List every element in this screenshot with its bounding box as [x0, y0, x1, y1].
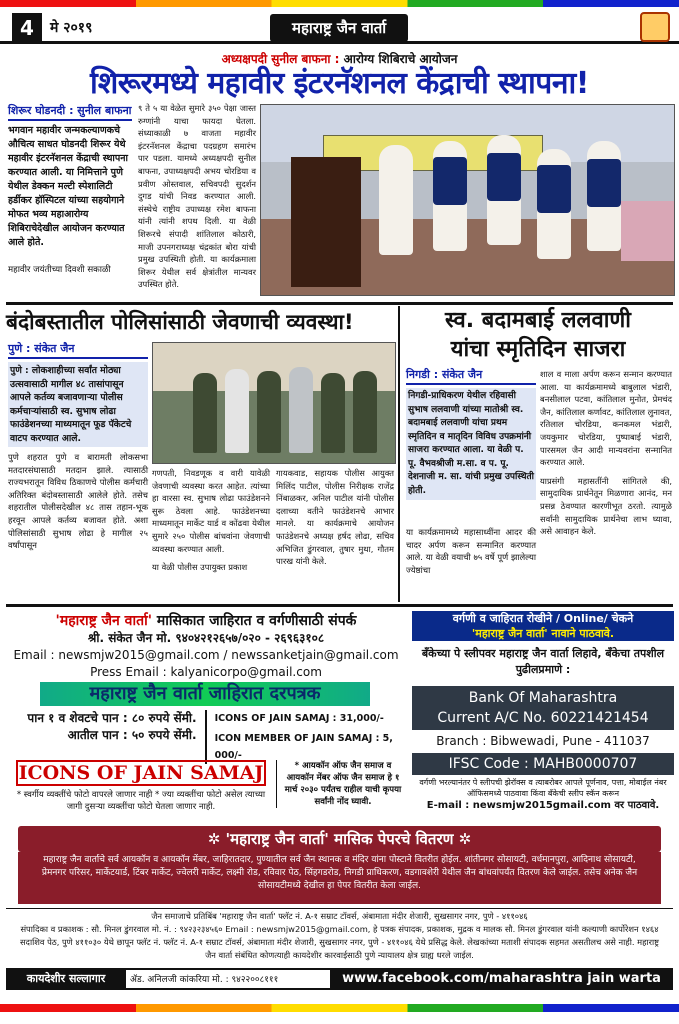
story1-col1 [8, 104, 132, 277]
story2-col2 [152, 467, 270, 574]
story1-headline: शिरूरमध्ये महावीर इंटरनॅशनल केंद्राची स्थापना! [90, 66, 589, 101]
story2-lead: पुणे : लोकशाहीच्या सर्वांत मोठ्या उत्सवासाठी मागील ४८ तासांपासून आपले कर्तव्य बजावणाऱ्या पोलीस कर्मचाऱ्यांसाठी स्व. सुभाष लोढा फाउंडेशनच्या माध्यमातून फूड पॅकेटचे वाटप करण्यात आले. [8, 362, 148, 447]
distribution-title: ✲ 'महाराष्ट्र जैन वार्ता' मासिक पेपरचे वितरण ✲ [18, 826, 661, 852]
advert-title: 'महाराष्ट्र जैन वार्ता' मासिकात जाहिरात व वर्गणीसाठी संपर्क [55, 613, 357, 629]
top-color-stripe [0, 0, 679, 7]
story2-caption: या वेळी पोलीस उपायुक्त प्रकाश [152, 562, 248, 573]
story2-body1: पुणे शहरात पुणे व बारामती लोकसभा मतदारसंघासाठी मतदान झाले. त्यासाठी राज्यभरातून विविध ठिकाणचे पोलीस कर्मचारी अतिरिक्त बंदोबस्तासाठी आलेले होते. तसेच शहरातील पोलीसदेखील ४८ तास तहान-भूक हरवून आपले कर्तव्य बजावत होते. अशा पोलिसांसाठी सुभाष लोढा हे मागील २५ वर्षांपासून [8, 452, 148, 551]
legal-advisor-label: कायदेशीर सल्लागार [6, 969, 126, 989]
advert-press-email: Press Email : kalyanicorpo@gmail.com [90, 665, 322, 679]
photo-person [193, 373, 217, 453]
story2-body2: गणपती, निवडणूक व वारी यावेळी जेवणाची व्यवस्था करत आहेत. त्यांच्या हा वारसा स्व. सुभाष लोढा फाउंडेशनने सुरू ठेवला आहे. फाउंडेशनच्या माध्यमातून मार्केट यार्ड व कोंढवा येथील सुमारे २५० पोलीस बांधवांना जेवणाची व्यवस्था करण्यात आली. [152, 468, 270, 554]
imprint-address: जैन समाजाचे प्रतिबिंब 'महाराष्ट्र जैन वार्ता' फ्लॅट नं. A-१ सम्राट टॉवर्स, अंबामाता मंदीर शेजारी, सुखसागर नगर, पुणे - ४११०४६ [151, 911, 528, 921]
divider [6, 302, 673, 305]
photo-person [353, 371, 377, 453]
rate-list [6, 710, 406, 764]
photo-vest [587, 159, 621, 207]
column-divider [398, 306, 400, 602]
photo-vest [537, 165, 571, 213]
advert-email: Email : newsmjw2015@gmail.com / newssanketjain@gmail.com [13, 648, 399, 662]
icons-validity-note: * आयकॉन ऑफ जैन समाज व आयकॉन मेंबर ऑफ जैन समाज हे १ मार्च २०३० पर्यंतच राहील याची कृपया सर्वांनी नोंद घ्यावी. [276, 760, 406, 808]
story1-col2: ९ ते ५ या वेळेत सुमारे ३५० पेक्षा जास्त रुग्णांनी याचा फायदा घेतला. संध्याकाळी ७ वाजता महावीर इंटरनॅशनल केंद्राचा पदग्रहण समारंभ पार पडला. यामध्ये अध्यक्षपदी सुनील बाफना, उपाध्यक्षपदी अभय चोरडिया व प्रवीण ओस्तवाल, सचिवपदी सुदर्शन दुगड यांची निवड करण्यात आली. संस्थेचे राष्ट्रीय उपाध्यक्ष रमेश बाफना यांनी त्यांनी शपथ दिली. या वेळी शिरूरचे संपादी शांतिलाल कोठारी, माजी उपनगराध्यक्ष चंद्रकांत बोरा यांची प्रमुख उपस्थिती होती. या कार्यक्रमाला शिरूर येथील सर्व क्षेत्रांतील मान्यवर उपस्थित होते. [138, 103, 256, 290]
masthead-title: महाराष्ट्र जैन वार्ता [270, 14, 408, 42]
advert-contact: श्री. संकेत जैन मो. ९४०४२१२६५७/०२० - २६९६३१०८ [87, 631, 325, 645]
photo-podium [291, 157, 361, 287]
divider [6, 604, 673, 607]
subscription-note: बँकेच्या पे स्लीपवर महाराष्ट्र जैन वार्ता लिहावे, बँकेचा तपशील पुढीलप्रमाणे : [421, 647, 665, 676]
story3-lead: निगडी-प्राधिकरण येथील रहिवासी सुभाष ललवाणी यांच्या मातोश्री स्व. बदामबाई ललवाणी यांचा प्रथम स्मृतिदिन व मातृदिन विविध उपक्रमांनी साजरा करण्यात आला. या वेळी प. पू. वैभवश्रीजी म.सा. व प. पू. देशनाजी म. सा. यांची प्रमुख उपस्थिती होती. [406, 388, 536, 500]
imprint [14, 910, 665, 962]
subscription-after: वर्गणी भरल्यानंतर पे स्लीपची झेरॉक्स व त्याबरोबर आपले पूर्णनाव, पत्ता, मोबाईल नंबर ऑफिसमध्ये पाठवावा किंवा बँकेची स्लीप स्कॅन करून E-mail : newsmjw2015gmail.com वर पाठवावे. [419, 778, 667, 811]
story3-body3: याप्रसंगी महासतींनी सांगितले की, सामुदायिक प्रार्थनेतून मिळणारा आनंद, मन प्रसन्न ठेवण्यात कारणीभूत ठरतो. त्यामुळे सर्वांनी सामुदायिक प्रार्थनेचा लाभ घ्यावा, असे आवाहन केले. [540, 475, 672, 537]
story1-byline: शिरूर घोडनदी : सुनील बाफना [8, 104, 132, 121]
story2-headline: बंदोबस्तातील पोलिसांसाठी जेवणाची व्यवस्था! [6, 310, 354, 334]
subscription-banner: वर्गणी व जाहिरात रोखीने / Online/ चेकने 'महाराष्ट्र जैन वार्ता' नावाने पाठवावे. [412, 611, 674, 641]
story2-col3: गायकवाड, सहायक पोलीस आयुक्त मिलिंद पाटील, पोलीस निरीक्षक राजेंद्र निंबाळकर, अनिल पाटील यांनी पोलीस दलाच्या वतीने फाउंडेशनचे आभार मानले. या कार्यक्रमाचे आयोजन फाउंडेशनचे अध्यक्ष हर्षद लोढा, सचिव अभिजित डुंगरवाल, तुषार मुथा, गौतम पारख यांनी केले. [276, 468, 394, 567]
rate-pages: पान १ व शेवटचे पान : ८० रुपये सेंमी. आतील पान : ५० रुपये सेंमी. [6, 710, 207, 764]
photo-person [379, 145, 413, 255]
story1-kicker: अध्यक्षपदी सुनील बाफना : आरोग्य शिबिराचे आयोजन [221, 52, 458, 66]
story3-headline-line1: स्व. बदामबाई ललवाणी [445, 308, 631, 333]
icons-of-jain-samaj-banner: ICONS OF JAIN SAMAJ [16, 760, 266, 786]
photo-vest [487, 153, 521, 201]
story3-body2: शाल व माला अर्पण करून सन्मान करण्यात आला. या कार्यक्रमामध्ये बाबुलाल भंडारी, बनसीलाल पटवा, कांतिलाल मुनोत, प्रेमचंद जैन, कांतिलाल कर्णावट, कांतिलाल लुनावत, रतिलाल चोरडिया, कनकमल भंडारी, जयकुमार चोरडिया, पुष्पाबाई भंडारी, पारसमल जैन आदी मान्यवरांना सन्मानित करण्यात आले. [540, 369, 672, 468]
bank-ifsc: IFSC Code : MAHB0000707 [412, 753, 674, 775]
divider [6, 908, 673, 909]
story3-headline [402, 306, 674, 364]
story2-col1 [8, 342, 148, 552]
bank-details: Bank Of Maharashtra Current A/C No. 60221421454 [412, 686, 674, 730]
rate-icons: ICONS OF JAIN SAMAJ : 31,000/- ICON MEMBER OF JAIN SAMAJ : 5, 000/- [214, 713, 393, 761]
story3-col1 [406, 368, 536, 576]
imprint-publisher: संपादिका व प्रकाशक : सौ. मिनल डुंगरवाल मो. नं. : ९४२३२३४५६० Email : newsmjw2015@gmail.com, हे पत्रक संपादक, प्रकाशक, मुद्रक व मालक सौ. मिनल डुंगरवाल यांनी कल्याणी कार्पोरेशन १४६४ सदाशिव पेठ, पुणे ४११०३० येथे छापून फ्लॅट नं. फ्लॅट नं. A-१ सम्राट टॉवर्स, अंबामाता मंदीर शेजारी, सुखसागर नगर, पुणे - ४११०४६ येथे प्रसिद्ध केले. लेखकांच्या मताशी संपादक सहमत असतीलच असे नाही. महाराष्ट्र जैन वार्ता संबंधित कोणत्याही कायदेशीर कारवाईसाठी पुणे न्यायालय क्षेत्र ग्राह्य धरले जाईल. [19, 924, 660, 960]
photo-person [225, 369, 249, 453]
story1-tail: महावीर जयंतीच्या दिवशी सकाळी [8, 265, 111, 275]
legal-advisor-name: ॲड. अनिलजी कांकरिया मो. : ९४२२००८१११ [130, 975, 279, 985]
story2-byline: पुणे : संकेत जैन [8, 342, 148, 359]
issue-date: मे २०१९ [50, 20, 93, 36]
photo-person [321, 373, 345, 453]
distribution-text: महाराष्ट्र जैन वार्ताचे सर्व आयकॉन व आयकॉन मेंबर, जाहिरातदार, पुण्यातील सर्व जैन स्थानक व मंदिर यांना पोस्टाने वितरीत होईल. शांतीनगर सोसायटी, वर्धमानपुरा, आदिनाथ सोसायटी, प्रेमनगर परिसर, मार्केटयार्ड, टिंबर मार्केट, ज्वेलरी मार्केट, लक्ष्मी रोड, रविवार पेठ, सिंहगडरोड, निगडी प्राधिकरण, वडगावशेरी येथील जैन बांधवांपर्यंत वितरण केले जाईल. तसेच अनेक जैन सोसायटीमध्ये देखील हा पेपर वितरीत केला जाईल. [18, 852, 661, 904]
jain-emblem-icon [640, 12, 670, 42]
page-number: 4 [12, 13, 42, 43]
icons-note: * स्वर्गीय व्यक्तींचे फोटो वापरले जाणार नाही * ज्या व्यक्तींचा फोटो असेल त्याच्या जागी दुसऱ्या व्यक्तींचा फोटो घेतला जाणार नाही. [16, 790, 266, 812]
bank-branch: Branch : Bibwewadi, Pune - 411037 [436, 734, 650, 748]
bottom-color-stripe [0, 1004, 679, 1012]
photo-audience [621, 201, 675, 261]
story1-lead: भगवान महावीर जन्मकल्याणकचे औचित्य साधत घोडनदी शिरूर येथे महावीर इंटरनॅशनल केंद्राची स्थापना करण्यात आली. या निमित्ताने पुणे येथील डेक्कन मल्टी स्पेशालिटी हर्डीकर हॉस्पिटल यांच्या सहयोगाने मोफत भव्य महाआरोग्य शिबिराचेदेखील आयोजन करण्यात आले होते. [8, 125, 128, 248]
story3-byline: निगडी : संकेत जैन [406, 368, 536, 385]
photo-person [289, 367, 313, 453]
story3-headline-line2: यांचा स्मृतिदिन साजरा [450, 337, 626, 362]
rate-card-banner: महाराष्ट्र जैन वार्ता जाहिरात दरपत्रक [40, 682, 370, 706]
story3-col2 [540, 368, 672, 538]
story3-body1: या कार्यक्रमामध्ये महासाध्वींना आदर की चादर अर्पण करून सन्मानित करण्यात आले. या वेळी वयाची ७५ वर्षे पूर्ण झालेल्या ज्येष्ठांचा [406, 527, 536, 575]
photo-person [257, 371, 281, 453]
facebook-link[interactable]: www.facebook.com/maharashtra jain warta [330, 969, 673, 989]
advert-contact-box [6, 611, 406, 681]
photo-vest [433, 157, 467, 205]
story1-photo [260, 104, 675, 296]
story2-photo [152, 342, 396, 464]
